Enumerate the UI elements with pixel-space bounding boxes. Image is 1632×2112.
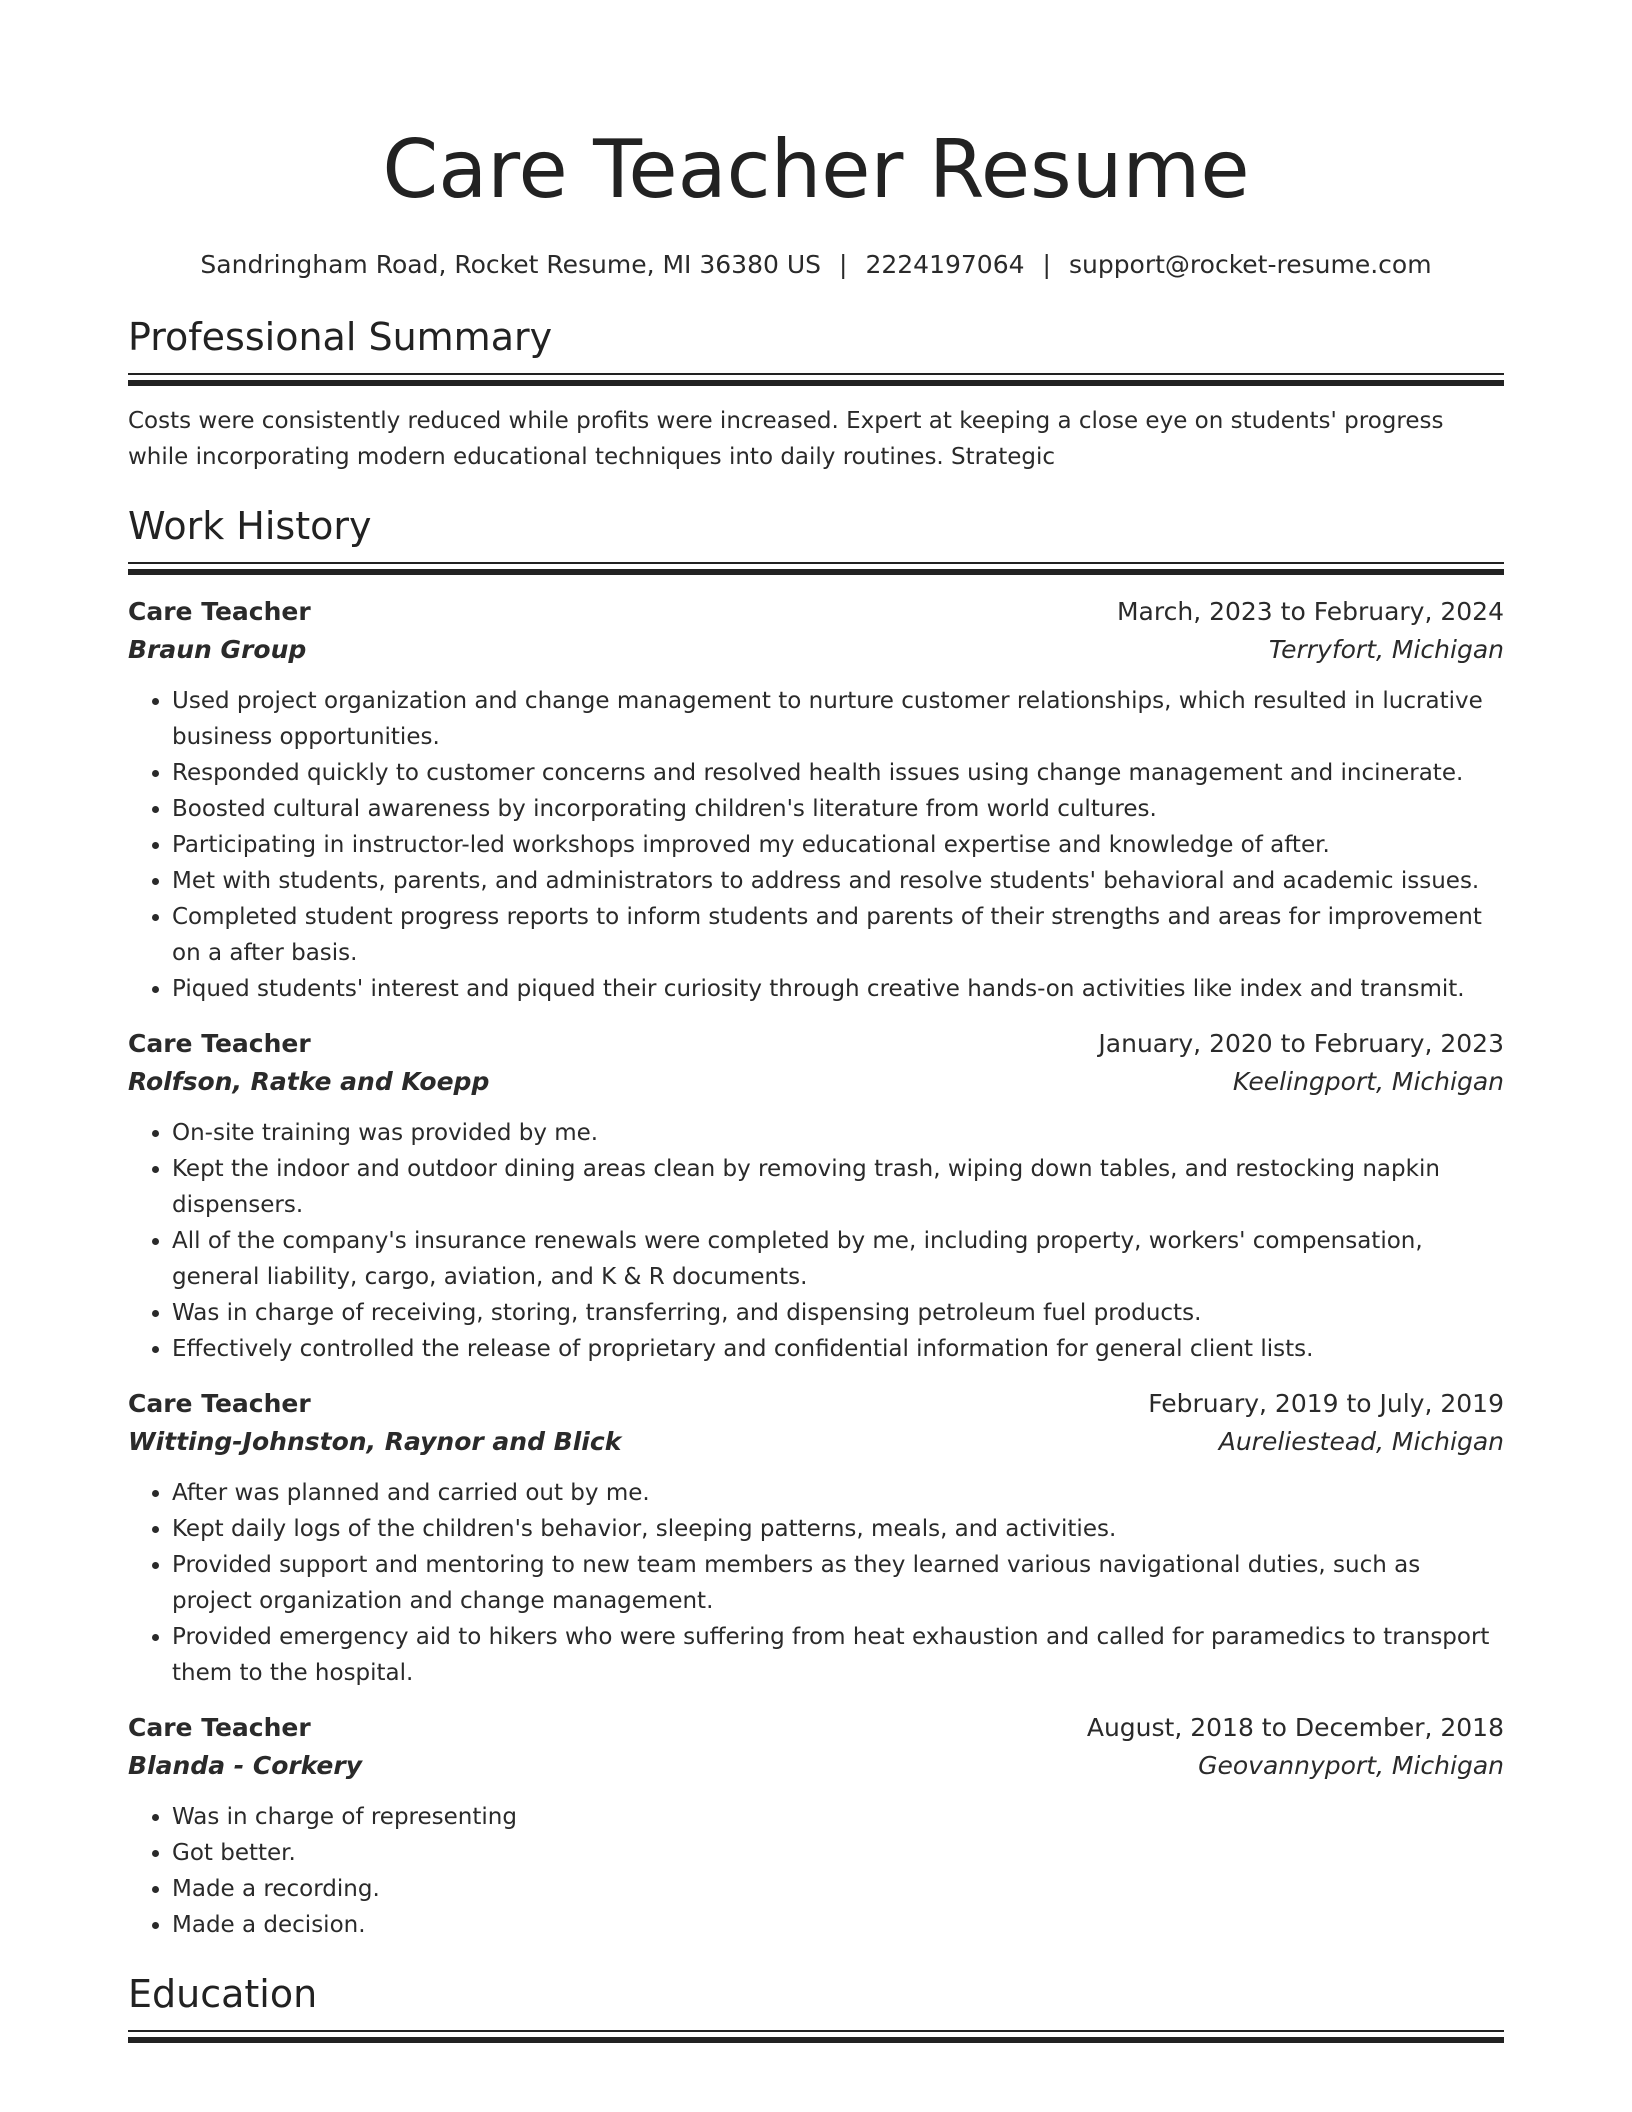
section-heading-education: Education bbox=[128, 1972, 318, 2016]
job-entry bbox=[128, 1385, 1504, 1691]
job-title-row bbox=[128, 1709, 1504, 1747]
contact-separator: | bbox=[1042, 250, 1051, 279]
job-title: Care Teacher bbox=[128, 1713, 311, 1742]
job-bullet-list bbox=[128, 683, 1504, 1007]
job-entry bbox=[128, 593, 1504, 1007]
summary-text: Costs were consistently reduced while profits were increased. Expert at keeping a close eye on students' progress while incorporating modern educational techniques into daily routines. Strategic bbox=[128, 408, 1444, 470]
job-bullet: • Was in charge of representing bbox=[172, 1799, 1504, 1835]
job-bullet-list bbox=[128, 1475, 1504, 1691]
section-divider bbox=[128, 2030, 1504, 2043]
job-location: Terryfort, Michigan bbox=[1268, 635, 1504, 664]
job-title: Care Teacher bbox=[128, 1029, 311, 1058]
job-bullet-list bbox=[128, 1115, 1504, 1367]
contact-email: support@rocket-resume.com bbox=[1068, 250, 1432, 279]
contact-line bbox=[128, 248, 1504, 282]
job-bullet: • Piqued students' interest and piqued their curiosity through creative hands-on activities like index and transmit. bbox=[172, 971, 1504, 1007]
resume-title: Care Teacher Resume bbox=[382, 123, 1250, 216]
job-title-row bbox=[128, 1025, 1504, 1063]
job-location: Geovannyport, Michigan bbox=[1198, 1751, 1504, 1780]
section-heading-summary: Professional Summary bbox=[128, 315, 553, 359]
job-bullet: • After was planned and carried out by me. bbox=[172, 1475, 1504, 1511]
job-bullet: • Met with students, parents, and administrators to address and resolve students' behavioral and academic issues. bbox=[172, 863, 1504, 899]
job-dates: January, 2020 to February, 2023 bbox=[1098, 1029, 1504, 1058]
job-company: Witting-Johnston, Raynor and Blick bbox=[128, 1427, 622, 1456]
job-bullet: • Participating in instructor-led workshops improved my educational expertise and knowledge of after. bbox=[172, 827, 1504, 863]
education-section bbox=[128, 1969, 1504, 2043]
section-divider bbox=[128, 373, 1504, 386]
contact-phone: 2224197064 bbox=[865, 250, 1025, 279]
job-title: Care Teacher bbox=[128, 1389, 311, 1418]
job-company: Blanda - Corkery bbox=[128, 1751, 363, 1780]
job-bullet: • Provided emergency aid to hikers who were suffering from heat exhaustion and called for paramedics to transport them to the hospital. bbox=[172, 1619, 1504, 1691]
professional-summary-section bbox=[128, 312, 1504, 475]
job-dates: March, 2023 to February, 2024 bbox=[1116, 597, 1504, 626]
work-history-section bbox=[128, 501, 1504, 1943]
job-bullet: • Kept the indoor and outdoor dining areas clean by removing trash, wiping down tables, and restocking napkin dispensers. bbox=[172, 1151, 1504, 1223]
job-company-row bbox=[128, 1423, 1504, 1461]
contact-separator: | bbox=[839, 250, 848, 279]
job-entry bbox=[128, 1025, 1504, 1367]
job-bullet: • Was in charge of receiving, storing, transferring, and dispensing petroleum fuel products. bbox=[172, 1295, 1504, 1331]
job-company: Rolfson, Ratke and Koepp bbox=[128, 1067, 490, 1096]
job-location: Aureliestead, Michigan bbox=[1218, 1427, 1504, 1456]
job-bullet: • Got better. bbox=[172, 1835, 1504, 1871]
job-company-row bbox=[128, 1747, 1504, 1785]
job-bullet: • Kept daily logs of the children's behavior, sleeping patterns, meals, and activities. bbox=[172, 1511, 1504, 1547]
job-dates: February, 2019 to July, 2019 bbox=[1148, 1389, 1504, 1418]
job-dates: August, 2018 to December, 2018 bbox=[1086, 1713, 1504, 1742]
job-company: Braun Group bbox=[128, 635, 307, 664]
job-list bbox=[128, 593, 1504, 1943]
contact-address: Sandringham Road, Rocket Resume, MI 36380 US bbox=[200, 250, 822, 279]
job-bullet: • Made a recording. bbox=[172, 1871, 1504, 1907]
job-title: Care Teacher bbox=[128, 597, 311, 626]
job-entry bbox=[128, 1709, 1504, 1943]
job-company-row bbox=[128, 631, 1504, 669]
job-bullet: • Effectively controlled the release of proprietary and confidential information for general client lists. bbox=[172, 1331, 1504, 1367]
job-bullet: • Made a decision. bbox=[172, 1907, 1504, 1943]
job-bullet-list bbox=[128, 1799, 1504, 1943]
job-company-row bbox=[128, 1063, 1504, 1101]
job-location: Keelingport, Michigan bbox=[1232, 1067, 1504, 1096]
job-bullet: • On-site training was provided by me. bbox=[172, 1115, 1504, 1151]
job-bullet: • Used project organization and change management to nurture customer relationships, which resulted in lucrative business opportunities. bbox=[172, 683, 1504, 755]
job-bullet: • Completed student progress reports to inform students and parents of their strengths and areas for improvement on a after basis. bbox=[172, 899, 1504, 971]
section-divider bbox=[128, 562, 1504, 575]
job-bullet: • Responded quickly to customer concerns and resolved health issues using change management and incinerate. bbox=[172, 755, 1504, 791]
job-bullet: • All of the company's insurance renewals were completed by me, including property, workers' compensation, general liability, cargo, aviation, and K & R documents. bbox=[172, 1223, 1504, 1295]
job-bullet: • Boosted cultural awareness by incorporating children's literature from world cultures. bbox=[172, 791, 1504, 827]
job-bullet: • Provided support and mentoring to new team members as they learned various navigational duties, such as project organization and change management. bbox=[172, 1547, 1504, 1619]
section-heading-work-history: Work History bbox=[128, 504, 372, 548]
job-title-row bbox=[128, 593, 1504, 631]
job-title-row bbox=[128, 1385, 1504, 1423]
